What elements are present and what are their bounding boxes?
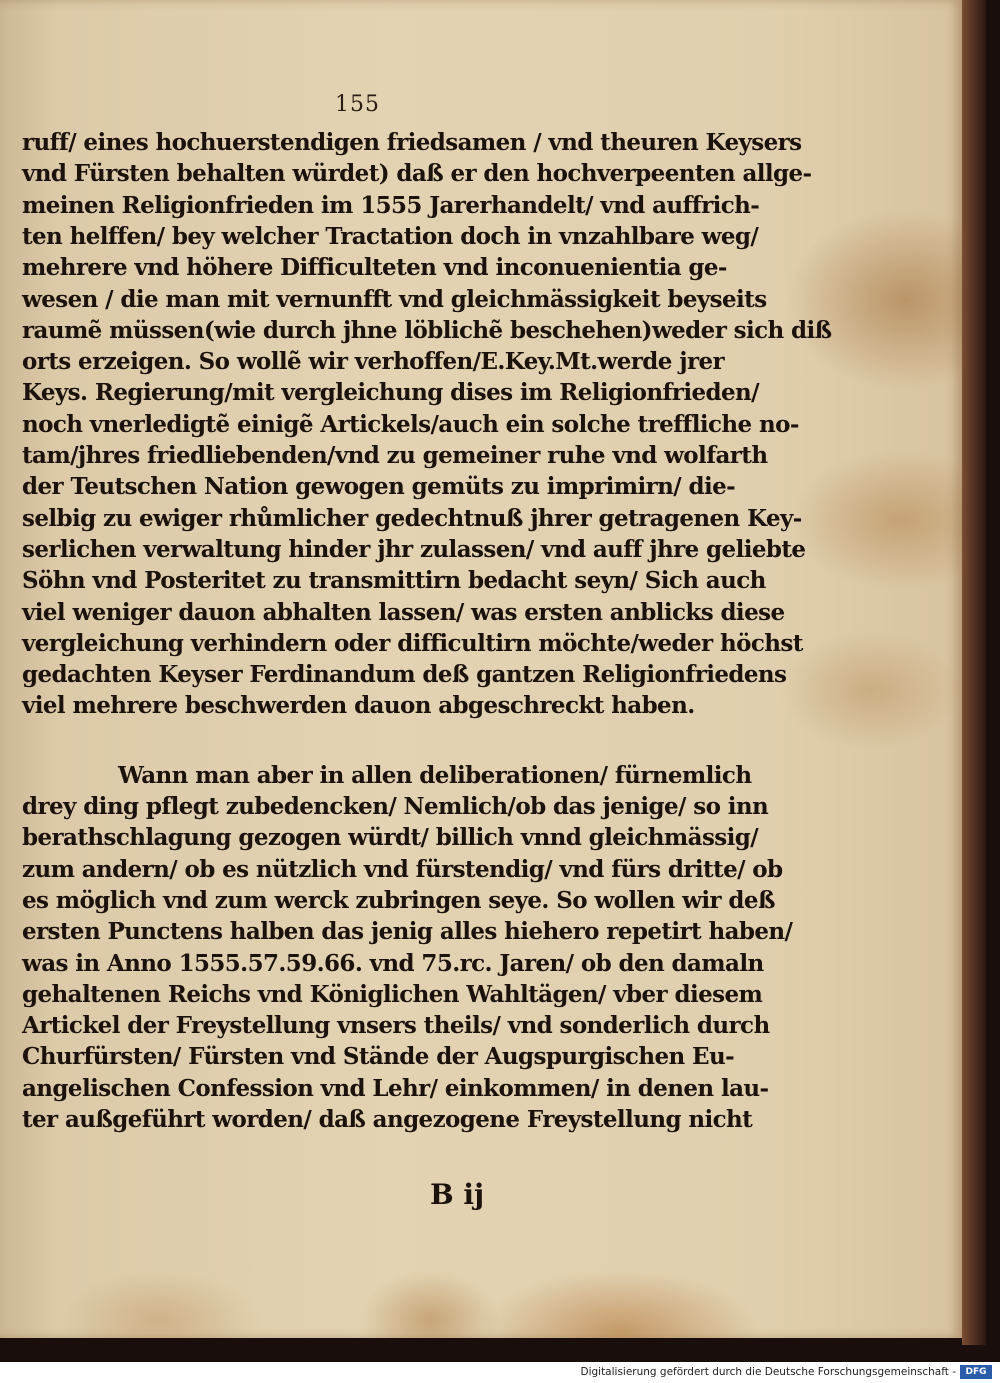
page-number: 155 xyxy=(335,92,380,117)
text-line: angelischen Confession vnd Lehr/ einkommen/ in denen lau- xyxy=(22,1074,769,1102)
text-line: vnd Fürsten behalten würdet) daß er den hochverpeenten allge- xyxy=(22,160,812,188)
text-line: selbig zu ewiger rhůmlicher gedechtnuß jhrer getragenen Key- xyxy=(22,504,802,532)
book-edge xyxy=(962,0,986,1345)
text-line: zum andern/ ob es nützlich vnd fürstendig/ vnd fürs dritte/ ob xyxy=(22,855,783,883)
signature-mark: B ij xyxy=(430,1178,485,1211)
dfg-logo: DFG xyxy=(960,1365,992,1379)
text-line: wesen / die man mit vernunfft vnd gleichmässigkeit beyseits xyxy=(22,285,767,313)
text-line: tam/jhres friedliebenden/vnd zu gemeiner ruhe vnd wolfarth xyxy=(22,442,768,469)
text-line: viel mehrere beschwerden dauon abgeschreckt haben. xyxy=(22,692,695,720)
text-line: ten helffen/ bey welcher Tractation doch in vnzahlbare weg/ xyxy=(22,222,759,250)
text-line: Wann man aber in allen deliberationen/ fürnemlich xyxy=(118,761,752,789)
footer-credit: Digitalisierung gefördert durch die Deutsche Forschungsgemeinschaft - xyxy=(580,1366,956,1378)
text-line: der Teutschen Nation gewogen gemüts zu imprimirn/ die- xyxy=(22,473,736,501)
text-line: viel weniger dauon abhalten lassen/ was ersten anblicks diese xyxy=(22,598,785,626)
text-line: ruff/ eines hochuerstendigen friedsamen / vnd theuren Keysers xyxy=(22,129,802,156)
text-line: Artickel der Freystellung vnsers theils/ vnd sonderlich durch xyxy=(22,1012,770,1040)
text-line: noch vnerledigtẽ einigẽ Artickels/auch ein solche treffliche no- xyxy=(22,410,799,438)
text-line: vergleichung verhindern oder difficultirn möchte/weder höchst xyxy=(22,629,803,657)
footer-bar xyxy=(0,1362,1000,1383)
text-line: gedachten Keyser Ferdinandum deß gantzen Religionfriedens xyxy=(22,661,787,689)
text-line: berathschlagung gezogen würdt/ billich vnnd gleichmässig/ xyxy=(22,824,759,852)
text-line: Keys. Regierung/mit vergleichung dises im Religionfrieden/ xyxy=(22,379,759,407)
text-line: ter außgeführt worden/ daß angezogene Freystellung nicht xyxy=(22,1106,753,1133)
text-line: orts erzeigen. So wollẽ wir verhoffen/E.Key.Mt.werde jrer xyxy=(22,348,725,376)
text-line: meinen Religionfrieden im 1555 Jarerhandelt/ vnd auffrich- xyxy=(22,191,760,219)
text-line: mehrere vnd höhere Difficulteten vnd inconuenientia ge- xyxy=(22,254,727,282)
text-line: ersten Punctens halben das jenig alles hiehero repetirt haben/ xyxy=(22,918,793,946)
text-line: es möglich vnd zum werck zubringen seye. So wollen wir deß xyxy=(22,886,775,914)
text-line: was in Anno 1555.57.59.66. vnd 75.rc. Jaren/ ob den damaln xyxy=(22,949,764,977)
text-line: raumẽ müssen(wie durch jhne löblichẽ beschehen)weder sich diß xyxy=(22,316,832,344)
text-line: serlichen verwaltung hinder jhr zulassen/ vnd auff jhre geliebte xyxy=(22,535,806,563)
text-line: gehaltenen Reichs vnd Königlichen Wahltägen/ vber diesem xyxy=(22,980,763,1008)
text-line: Churfürsten/ Fürsten vnd Stände der Augspurgischen Eu- xyxy=(22,1043,735,1071)
text-line: Söhn vnd Posteritet zu transmittirn bedacht seyn/ Sich auch xyxy=(22,567,766,595)
text-line: drey ding pflegt zubedencken/ Nemlich/ob das jenige/ so inn xyxy=(22,793,769,820)
